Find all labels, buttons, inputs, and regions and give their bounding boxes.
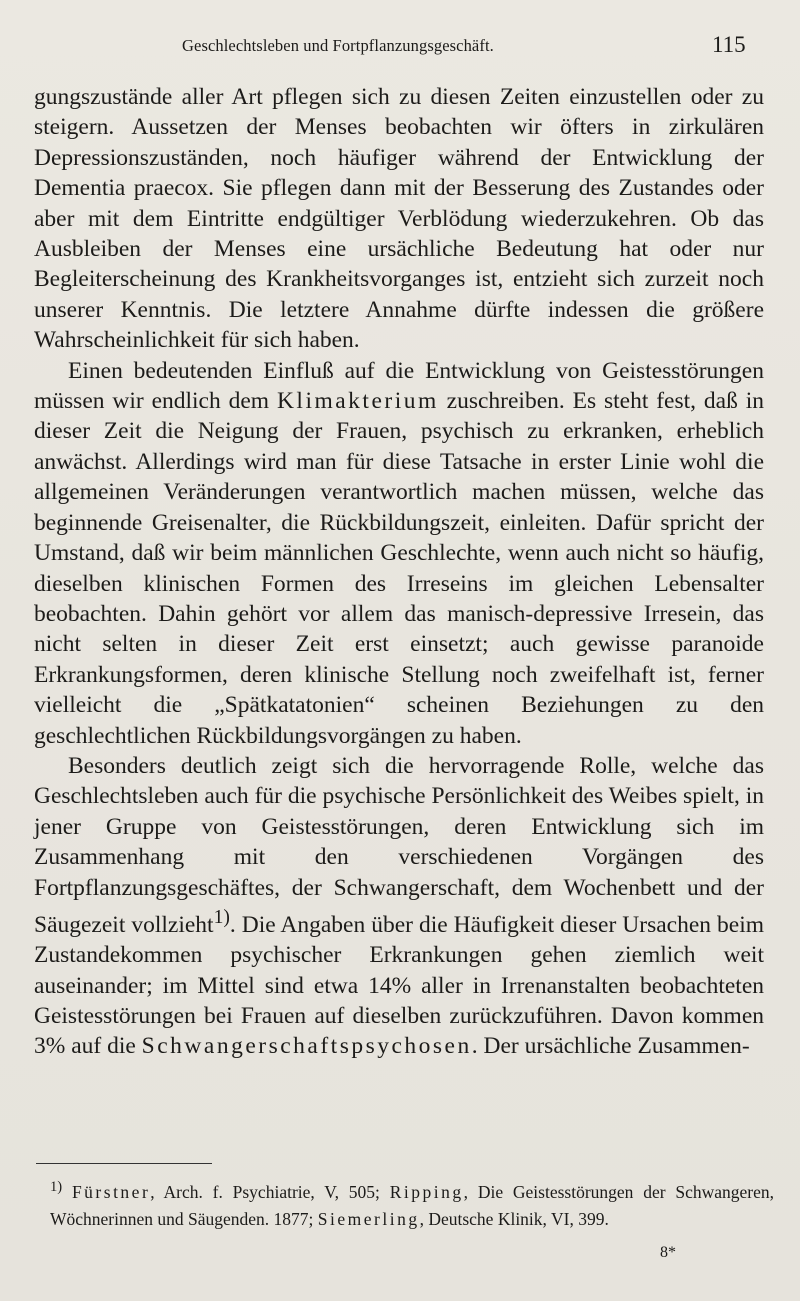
spaced-emphasis: Siemerling	[317, 1209, 420, 1230]
paragraph-text: zuschreiben. Es steht fest, daß in dieser Zeit die Neigung der Frauen, psychisch zu erkranken, erheblich anwächst. Allerdings wird man für diese Tatsache in erster Linie wohl die allgemeinen Veränderungen verantwortlich machen müssen, welche das beginnende Greisenalter, die Rückbildungszeit, einleiten. Dafür spricht der Umstand, daß wir beim männlichen Geschlechte, wenn auch nicht so häufig, dieselben klinischen Formen des Irreseins im gleichen Lebensalter beobachten. Dahin gehört vor allem das manisch-depressive Irresein, das nicht selten in dieser Zeit erst einsetzt; auch gewisse paranoide Erkrankungsformen, deren klinische Stellung noch zweifelhaft ist, ferner vielleicht die „Spätkatatonien“ scheinen Beziehungen zu den geschlechtlichen Rückbildungsvorgängen zu haben.	[34, 388, 764, 749]
page-number: 115	[712, 32, 746, 57]
footnote-marker: 1)	[213, 906, 230, 928]
running-title: Geschlechtsleben und Fortpflanzungsgeschäft.	[182, 36, 494, 55]
footnote-marker: 1)	[50, 1179, 63, 1195]
running-head	[0, 30, 800, 64]
paragraph	[34, 751, 764, 1062]
footnote-text	[62, 1182, 72, 1202]
footnotes	[34, 1174, 774, 1234]
footnote-text: , Deutsche Klinik, VI, 399.	[419, 1209, 609, 1230]
spaced-emphasis: Fürstner	[71, 1181, 151, 1202]
footnote-divider	[36, 1163, 212, 1164]
paragraph-text: gungszustände aller Art pflegen sich zu diesen Zeiten einzustellen oder zu steigern. Aussetzen der Menses beobachten wir öfters in zirkulären Depressionszuständen, noch häufiger während der Entwicklung der Dementia praecox. Sie pflegen dann mit der Besserung des Zustandes oder aber mit dem Eintritte endgültiger Verblödung wiederzukehren. Ob das Ausbleiben der Menses eine ursächliche Bedeutung hat oder nur Begleiterscheinung des Krankheitsvorganges ist, entzieht sich zurzeit noch unserer Kenntnis. Die letztere Annahme dürfte indessen die größere Wahrscheinlichkeit für sich haben.	[34, 84, 764, 354]
footnote-entry	[34, 1174, 774, 1234]
paragraph-text: . Der ursächliche Zusammen-	[471, 1033, 750, 1060]
signature-mark: 8*	[660, 1244, 676, 1261]
spaced-emphasis: Klimakterium	[276, 388, 439, 415]
paragraph	[34, 356, 764, 751]
body-text	[34, 82, 764, 1062]
paragraph-text: Besonders deutlich zeigt sich die hervorragende Rolle, welche das Geschlechtsleben auch für die psychische Persönlichkeit des Weibes spielt, in jener Gruppe von Geistesstörungen, deren Entwicklung sich im Zusammenhang mit den verschiedenen Vorgängen des Fortpflanzungsgeschäftes, der Schwangerschaft, dem Wochenbett und der Säugezeit vollzieht	[34, 752, 764, 938]
paragraph-text: . Die Angaben über die Häufigkeit dieser Ursachen beim Zustandekommen psychischer Erkrankungen gehen ziemlich weit auseinander; im Mittel sind etwa 14% aller in Irrenanstalten beobachteten Geistesstörungen bei Frauen auf dieselben zurückzuführen. Davon kommen 3% auf die	[34, 911, 764, 1060]
footnote-text: , Arch. f. Psychiatrie, V, 505;	[150, 1181, 390, 1202]
spaced-emphasis: Ripping	[389, 1181, 464, 1202]
footnote-text: , Die Geistesstörungen der Schwangeren, Wöchnerinnen und Säugenden. 1877;	[50, 1181, 774, 1230]
paragraph	[34, 82, 764, 356]
paragraph-text: Einen bedeutenden Einfluß auf die Entwicklung von Geistesstörungen müssen wir endlich dem	[34, 357, 764, 415]
spaced-emphasis: Schwangerschaftspsychosen	[141, 1033, 472, 1060]
